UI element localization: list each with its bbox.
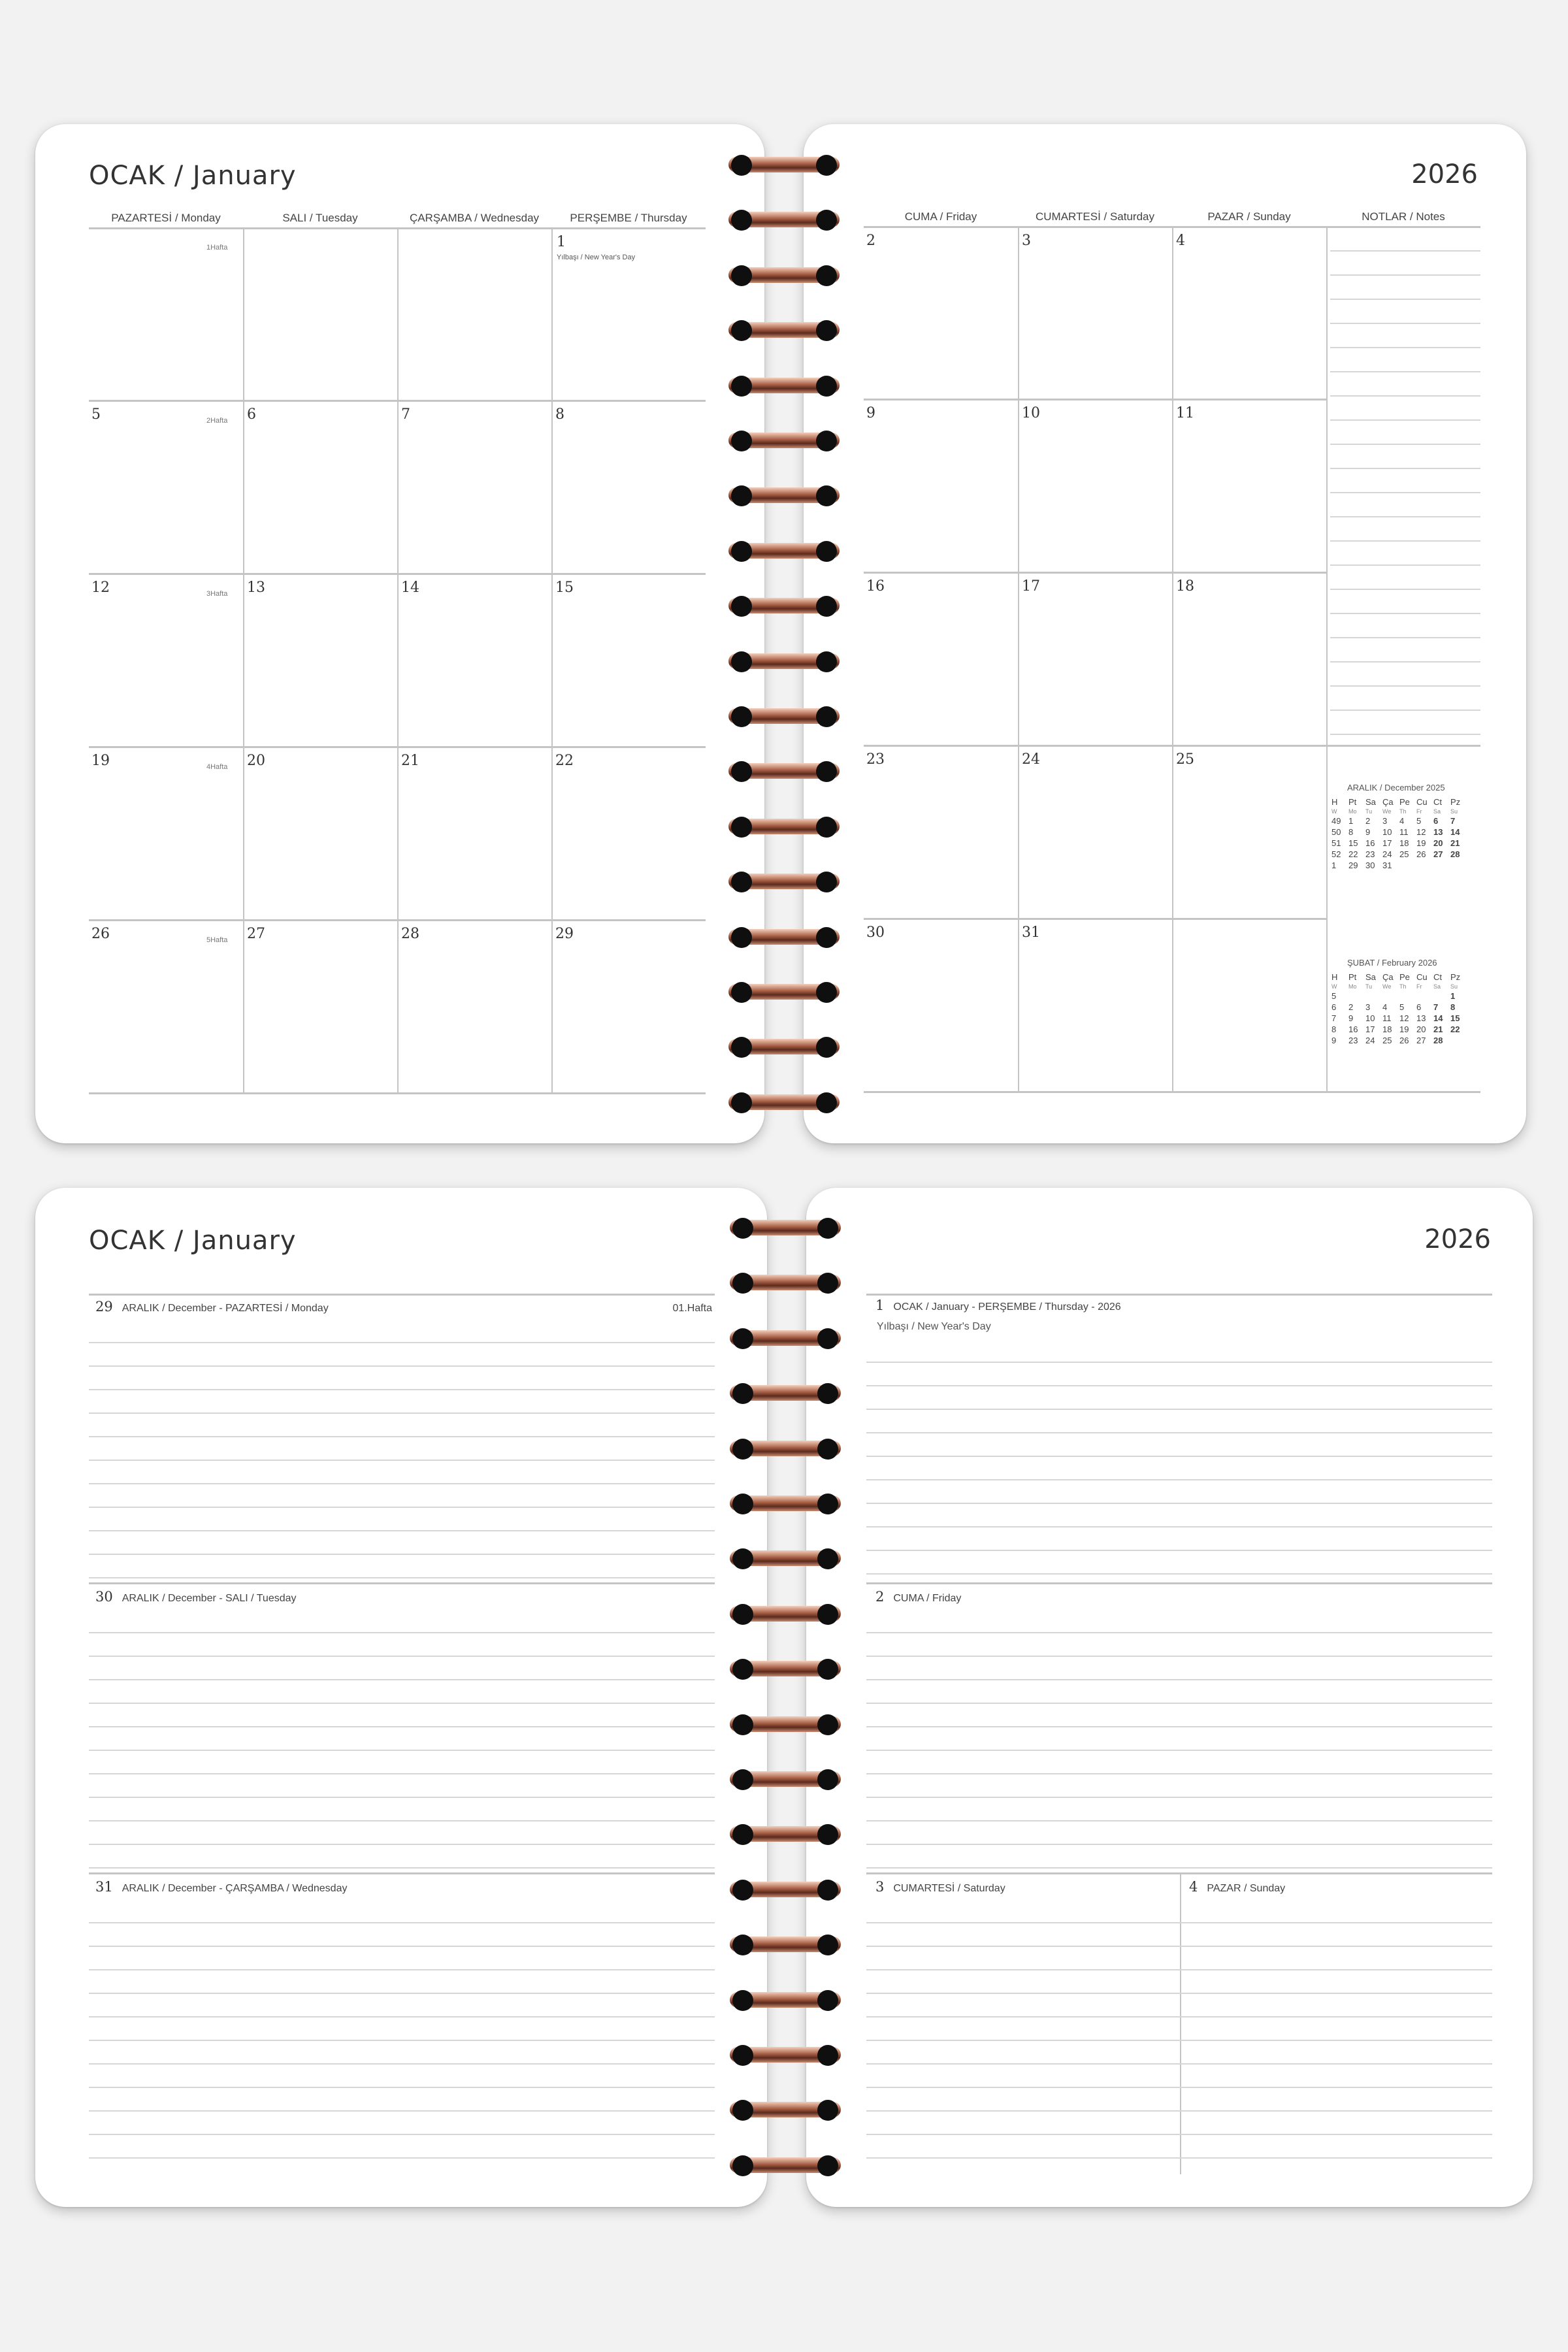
mini-calendar-head-en: Sa [1433,808,1441,815]
binding-ring [730,1932,841,1958]
binding-ring [730,2097,841,2123]
day-number: 27 [247,926,265,942]
mini-calendar-day: 27 [1416,1036,1426,1045]
mini-calendar-week-number: 52 [1331,849,1341,859]
mini-calendar-day: 23 [1365,849,1375,859]
holiday-note: Yılbaşı / New Year's Day [877,1321,991,1332]
mini-calendar-head: Sa [1365,797,1376,807]
day-divider [243,229,244,1092]
binding-ring [728,869,840,895]
binding-ring [730,1326,841,1352]
binding-ring [728,428,840,454]
day-number: 24 [1022,751,1040,768]
mini-calendar-day: 1 [1348,816,1354,826]
mini-calendar-day: 31 [1382,860,1392,870]
day-divider [1018,227,1019,1091]
day-number: 18 [1176,578,1194,595]
binding-ring [730,1987,841,2014]
mini-calendar-title: ARALIK / December 2025 [1347,783,1445,792]
binding-ring [728,593,840,619]
day-number: 4 [1189,1879,1198,1895]
mini-calendar-head-en: W [1331,808,1337,815]
day-label: ARALIK / December - PAZARTESİ / Monday [122,1303,329,1314]
daily-left-page [35,1188,767,2207]
mini-calendar-week-number: 50 [1331,827,1341,837]
mini-calendar-day: 30 [1365,860,1375,870]
binding-ring [730,1656,841,1682]
binding-ring [728,152,840,178]
mini-calendar-day: 3 [1365,1002,1371,1012]
binding-ring [730,1877,841,1903]
weekday-header-tuesday: SALI / Tuesday [282,212,358,224]
mini-calendar-day: 16 [1365,838,1375,848]
week-label: 01.Hafta [672,1303,712,1314]
day-number: 3 [1022,233,1031,249]
mini-calendar-day: 8 [1348,827,1354,837]
day-header [95,1299,329,1315]
day-number: 5 [91,406,101,423]
notes-divider [1326,227,1328,1091]
mini-calendar-day: 25 [1382,1036,1392,1045]
mini-calendar-head-en: Th [1399,983,1407,990]
binding-ring [730,1546,841,1572]
day-number: 20 [247,753,265,769]
day-number: 29 [95,1299,113,1315]
mini-calendar-week-number: 5 [1331,991,1337,1001]
binding-ring [728,483,840,509]
mini-calendar-head: Cu [1416,972,1428,982]
monthly-right-page [804,124,1526,1143]
mini-calendar-december [1331,797,1467,870]
mini-calendar-february [1331,972,1467,1045]
mini-calendar-head-en: Su [1450,983,1458,990]
writing-lines [89,1610,715,1871]
mini-calendar-head: Ct [1433,797,1442,807]
day-number: 30 [95,1589,113,1605]
mini-calendar-day: 16 [1348,1024,1358,1034]
week-rule [864,572,1326,574]
day-divider [397,229,399,1092]
mini-calendar-day [1433,860,1450,870]
binding-ring [730,1712,841,1738]
mini-calendar-day: 27 [1433,849,1443,859]
mini-calendar-day [1450,1036,1467,1045]
mini-calendar-day: 13 [1416,1013,1426,1023]
mini-calendar-day: 5 [1399,1002,1405,1012]
day-header [1189,1879,1285,1895]
day-number: 9 [866,405,875,421]
mini-calendar-head: Pz [1450,797,1461,807]
mini-calendar-day: 15 [1450,1013,1460,1023]
mini-calendar-day: 28 [1433,1036,1443,1045]
day-divider [1172,227,1173,1091]
day-number: 30 [866,924,885,941]
mini-calendar-head-en: We [1382,808,1392,815]
mini-calendar-day: 15 [1348,838,1358,848]
day-header [875,1879,1005,1895]
day-number: 31 [95,1879,113,1895]
day-rule [866,1872,1492,1874]
day-number: 19 [91,753,110,769]
mini-calendar-day: 18 [1399,838,1409,848]
day-number: 14 [401,580,419,596]
day-rule [89,1294,715,1296]
page-title: OCAK / January [89,161,297,191]
mini-calendar-day: 21 [1450,838,1460,848]
mini-calendar-day [1416,991,1433,1001]
mini-calendar-day [1433,991,1450,1001]
day-rule [866,1582,1492,1584]
mini-calendar-head: H [1331,797,1338,807]
mini-calendar-head-en: Tu [1365,983,1373,990]
mini-calendar-head-en: Tu [1365,808,1373,815]
day-number: 8 [555,406,564,423]
mini-calendar-head: Pe [1399,972,1410,982]
day-number: 23 [866,751,885,768]
mini-calendar-week-number: 7 [1331,1013,1337,1023]
monthly-left-page [35,124,764,1143]
mini-calendar-day: 25 [1399,849,1409,859]
mini-calendar-day: 11 [1382,1013,1392,1023]
mini-calendar-head: Cu [1416,797,1428,807]
binding-ring [730,1436,841,1462]
mini-calendar-day: 10 [1382,827,1392,837]
weekday-header-monday: PAZARTESİ / Monday [111,212,221,224]
binding-ring [728,1034,840,1060]
day-label: OCAK / January - PERŞEMBE / Thursday - 2026 [893,1301,1121,1313]
day-number: 26 [91,926,110,942]
mini-calendar-week-number: 8 [1331,1024,1337,1034]
page-title: OCAK / January [89,1226,297,1256]
mini-calendar-head: Pt [1348,797,1357,807]
binding-ring [728,318,840,344]
binding-ring [730,1491,841,1517]
day-number: 22 [555,753,574,769]
day-number: 10 [1022,405,1040,421]
mini-calendar-day: 9 [1348,1013,1354,1023]
day-number: 25 [1176,751,1194,768]
day-number: 28 [401,926,419,942]
mini-calendar-day: 12 [1399,1013,1409,1023]
mini-calendar-day: 24 [1365,1036,1375,1045]
mini-calendar-day: 6 [1416,1002,1422,1012]
writing-lines [89,1900,715,2173]
mini-calendar-day: 2 [1365,816,1371,826]
day-header [875,1298,1121,1313]
day-label: CUMARTESİ / Saturday [893,1883,1005,1894]
binding-ring [728,373,840,399]
mini-calendar-day: 22 [1450,1024,1460,1034]
day-number: 2 [875,1589,885,1605]
mini-calendar-day [1365,991,1382,1001]
day-number: 13 [247,580,265,596]
week-label: 5Hafta [206,936,228,944]
day-header [95,1589,297,1605]
day-number: 1 [557,234,566,250]
mini-calendar-day: 1 [1450,991,1456,1001]
writing-lines [866,1900,1492,2173]
notes-lines [1330,227,1480,745]
mini-calendar-week-number: 49 [1331,816,1341,826]
weekday-header-thursday: PERŞEMBE / Thursday [570,212,687,224]
day-label: CUMA / Friday [893,1593,962,1604]
mini-calendar-head-en: We [1382,983,1392,990]
mini-calendar-head-en: Fr [1416,983,1422,990]
holiday-note: Yılbaşı / New Year's Day [557,253,636,261]
mini-calendar-head-en: Mo [1348,808,1357,815]
day-rule [89,1582,715,1584]
mini-calendar-head: Ça [1382,797,1394,807]
binding-ring [728,924,840,951]
mini-calendar-day: 10 [1365,1013,1375,1023]
mini-calendar-day: 4 [1382,1002,1388,1012]
mini-calendar-day: 8 [1450,1002,1456,1012]
writing-lines [89,1320,715,1581]
mini-calendar-day: 9 [1365,827,1371,837]
day-rule [866,1294,1492,1296]
mini-calendar-day: 20 [1416,1024,1426,1034]
mini-calendar-head: Pz [1450,972,1461,982]
binding-ring [730,1821,841,1848]
binding-ring [728,1090,840,1116]
mini-calendar-day: 12 [1416,827,1426,837]
week-rule [864,918,1326,920]
week-label: 1Hafta [206,244,228,252]
mini-calendar-day: 21 [1433,1024,1443,1034]
mini-calendar-head: Sa [1365,972,1376,982]
day-number: 16 [866,578,885,595]
day-number: 2 [866,233,875,249]
weekday-header-saturday: CUMARTESİ / Saturday [1035,210,1155,223]
mini-calendar-title: ŞUBAT / February 2026 [1347,958,1437,968]
daily-right-page [806,1188,1533,2207]
day-header [875,1589,961,1605]
day-number: 3 [875,1879,885,1895]
day-number: 6 [247,406,256,423]
mini-calendar-head-en: Mo [1348,983,1357,990]
week-label: 4Hafta [206,763,228,771]
mini-calendar-day: 5 [1416,816,1422,826]
mini-calendar-day: 17 [1382,838,1392,848]
day-divider [551,229,553,1092]
day-label: ARALIK / December - SALI / Tuesday [122,1593,297,1604]
mini-calendar-day: 6 [1433,816,1439,826]
mini-calendar-day: 24 [1382,849,1392,859]
writing-lines [866,1339,1492,1581]
mini-calendar-day: 2 [1348,1002,1354,1012]
mini-calendar-day [1348,991,1365,1001]
mini-calendar-day: 20 [1433,838,1443,848]
binding-ring [728,538,840,564]
week-rule [864,1091,1480,1093]
mini-calendar-day [1399,860,1416,870]
mini-calendar-day [1399,991,1416,1001]
binding-ring [728,759,840,785]
binding-ring [728,814,840,840]
day-label: PAZAR / Sunday [1207,1883,1286,1894]
mini-calendar-head-en: Su [1450,808,1458,815]
year-title: 2026 [1424,1224,1491,1254]
mini-calendar-head-en: Sa [1433,983,1441,990]
binding-ring [730,1601,841,1627]
day-number: 1 [875,1298,885,1313]
mini-calendar-week-number: 6 [1331,1002,1337,1012]
mini-calendar-day [1382,991,1399,1001]
binding-ring [728,207,840,233]
week-rule [864,399,1326,400]
binding-ring [730,1767,841,1793]
mini-calendar-day: 28 [1450,849,1460,859]
day-number: 12 [91,580,110,596]
mini-calendar-day: 26 [1416,849,1426,859]
weekday-header-sunday: PAZAR / Sunday [1207,210,1291,223]
mini-calendar-day: 23 [1348,1036,1358,1045]
writing-lines [866,1610,1492,1871]
mini-calendar-week-number: 51 [1331,838,1341,848]
day-number: 15 [555,580,574,596]
binding-ring [728,704,840,730]
binding-ring [728,263,840,289]
weekday-header-friday: CUMA / Friday [904,210,977,223]
mini-calendar-day: 3 [1382,816,1388,826]
day-number: 4 [1176,233,1185,249]
day-rule [89,1872,715,1874]
mini-calendar-day [1416,860,1433,870]
day-header [95,1879,347,1895]
binding-ring [730,1380,841,1407]
week-label: 2Hafta [206,417,228,425]
notes-header: NOTLAR / Notes [1362,210,1445,223]
mini-calendar-day: 11 [1399,827,1409,837]
binding-ring [728,649,840,675]
mini-calendar-head: Pe [1399,797,1410,807]
mini-calendar-day: 4 [1399,816,1405,826]
mini-calendar-day: 19 [1399,1024,1409,1034]
mini-calendar-head-en: Th [1399,808,1407,815]
mini-calendar-head-en: W [1331,983,1337,990]
day-number: 21 [401,753,419,769]
mini-calendar-head-en: Fr [1416,808,1422,815]
mini-calendar-week-number: 9 [1331,1036,1337,1045]
mini-calendar-day: 13 [1433,827,1443,837]
day-number: 11 [1176,405,1194,421]
binding-ring [730,1215,841,1241]
mini-calendar-day: 29 [1348,860,1358,870]
year-title: 2026 [1411,159,1478,189]
mini-calendar-day: 7 [1433,1002,1439,1012]
day-number: 31 [1022,924,1040,941]
binding-ring [730,2153,841,2179]
mini-calendar-head: Ça [1382,972,1394,982]
week-label: 3Hafta [206,590,228,598]
mini-calendar-day: 14 [1450,827,1460,837]
mini-calendar-head: Ct [1433,972,1442,982]
day-number: 17 [1022,578,1040,595]
weekday-header-wednesday: ÇARŞAMBA / Wednesday [409,212,540,224]
binding-ring [730,2042,841,2068]
binding-ring [730,1270,841,1296]
mini-calendar-head: Pt [1348,972,1357,982]
day-label: ARALIK / December - ÇARŞAMBA / Wednesday [122,1883,348,1894]
day-number: 7 [401,406,410,423]
mini-calendar-day: 17 [1365,1024,1375,1034]
week-rule [89,1092,706,1094]
mini-calendar-day: 26 [1399,1036,1409,1045]
binding-ring [728,979,840,1005]
mini-calendar-day: 22 [1348,849,1358,859]
day-number: 29 [555,926,574,942]
mini-calendar-week-number: 1 [1331,860,1337,870]
mini-calendar-day: 19 [1416,838,1426,848]
mini-calendar-day: 14 [1433,1013,1443,1023]
mini-calendar-day: 7 [1450,816,1456,826]
mini-calendar-day: 18 [1382,1024,1392,1034]
mini-calendar-day [1450,860,1467,870]
mini-calendar-head: H [1331,972,1338,982]
